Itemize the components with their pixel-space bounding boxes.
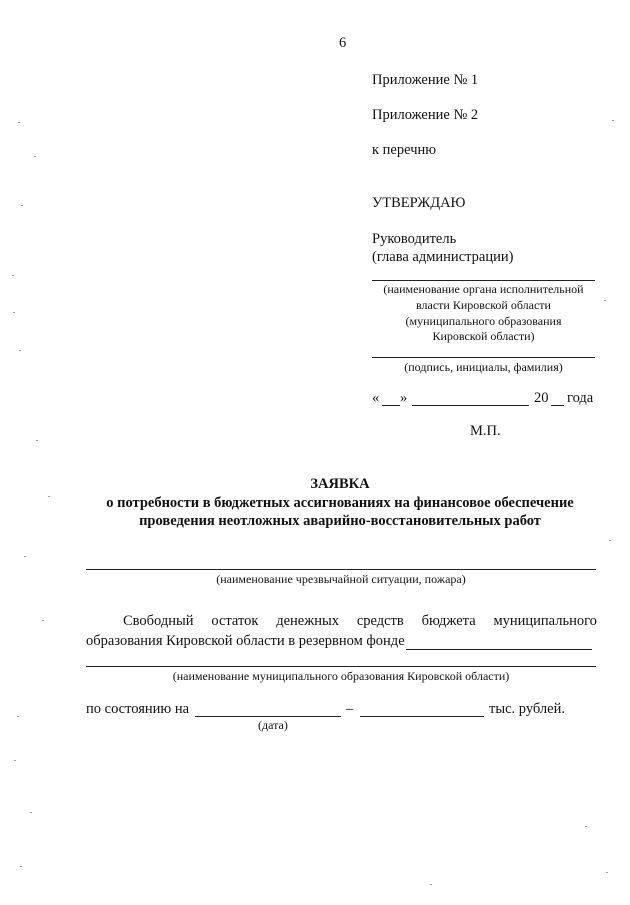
status-date-blank — [195, 716, 341, 717]
request-subtitle-line-1: о потребности в бюджетных ассигнованиях на финансовое обеспечение — [106, 495, 574, 511]
signature-line — [372, 357, 595, 358]
org-caption-line-1: (наименование органа исполнительной — [383, 282, 584, 296]
appendix-line-1: Приложение № 1 — [372, 72, 479, 88]
scan-speck — [24, 556, 26, 557]
request-subtitle-line-2: проведения неотложных аварийно-восстановительных работ — [139, 513, 541, 529]
scan-speck — [20, 866, 22, 867]
approval-title: УТВЕРЖДАЮ — [372, 195, 466, 211]
org-name-line — [372, 280, 595, 281]
scan-speck — [18, 122, 20, 123]
stamp-mark: М.П. — [470, 423, 501, 439]
scan-speck — [612, 120, 614, 121]
scan-speck — [48, 496, 50, 497]
scan-speck — [430, 884, 432, 885]
date-year-suffix: года — [567, 390, 594, 406]
org-caption-line-3: (муниципального образования — [405, 314, 562, 328]
request-title: ЗАЯВКА — [310, 476, 370, 492]
municipality-name-line — [86, 666, 596, 667]
date-year-blank — [551, 405, 564, 406]
scan-speck — [606, 872, 608, 873]
paragraph-line-2: образования Кировской области в резервном фонде — [86, 633, 405, 649]
scan-speck — [14, 760, 16, 761]
scan-speck — [17, 716, 19, 717]
scan-speck — [609, 540, 611, 541]
paragraph-word: Свободный — [123, 613, 194, 629]
signature-caption: (подпись, инициалы, фамилия) — [404, 360, 563, 374]
date-day-blank — [382, 405, 400, 406]
emergency-caption: (наименование чрезвычайной ситуации, пожара) — [216, 572, 466, 586]
scan-speck — [42, 620, 44, 621]
paragraph-word: муниципального — [493, 613, 597, 629]
scan-speck — [34, 156, 36, 157]
date-month-blank — [412, 405, 529, 406]
scan-speck — [36, 440, 38, 441]
org-caption-line-2: власти Кировской области — [416, 298, 551, 312]
scan-speck — [19, 350, 21, 351]
approval-position-line-2: (глава администрации) — [372, 249, 514, 265]
scan-speck — [604, 300, 606, 301]
paragraph-line-1 — [123, 613, 597, 630]
status-prefix: по состоянию на — [86, 701, 190, 717]
emergency-name-line — [86, 569, 596, 570]
paragraph-word: бюджета — [421, 613, 476, 629]
status-dash: – — [346, 701, 354, 717]
date-year-prefix: 20 — [534, 390, 549, 406]
scan-speck — [585, 826, 587, 827]
scan-speck — [12, 275, 14, 276]
reserve-fund-blank — [406, 649, 592, 650]
approval-position-line-1: Руководитель — [372, 231, 457, 247]
appendix-line-2: Приложение № 2 — [372, 107, 479, 123]
paragraph-word: денежных — [276, 613, 339, 629]
scan-speck — [21, 205, 23, 206]
paragraph-word: средств — [356, 613, 404, 629]
page-number: 6 — [339, 35, 347, 51]
status-unit: тыс. рублей. — [489, 701, 565, 717]
date-close-quote: » — [400, 390, 408, 406]
paragraph-word: остаток — [211, 613, 259, 629]
scan-speck — [30, 812, 32, 813]
date-open-quote: « — [372, 390, 380, 406]
appendix-line-3: к перечню — [372, 142, 437, 158]
status-amount-blank — [360, 716, 484, 717]
municipality-caption: (наименование муниципального образования Кировской области) — [172, 669, 510, 683]
date-caption: (дата) — [258, 718, 288, 732]
scan-speck — [13, 312, 15, 313]
org-caption-line-4: Кировской области) — [432, 329, 535, 343]
